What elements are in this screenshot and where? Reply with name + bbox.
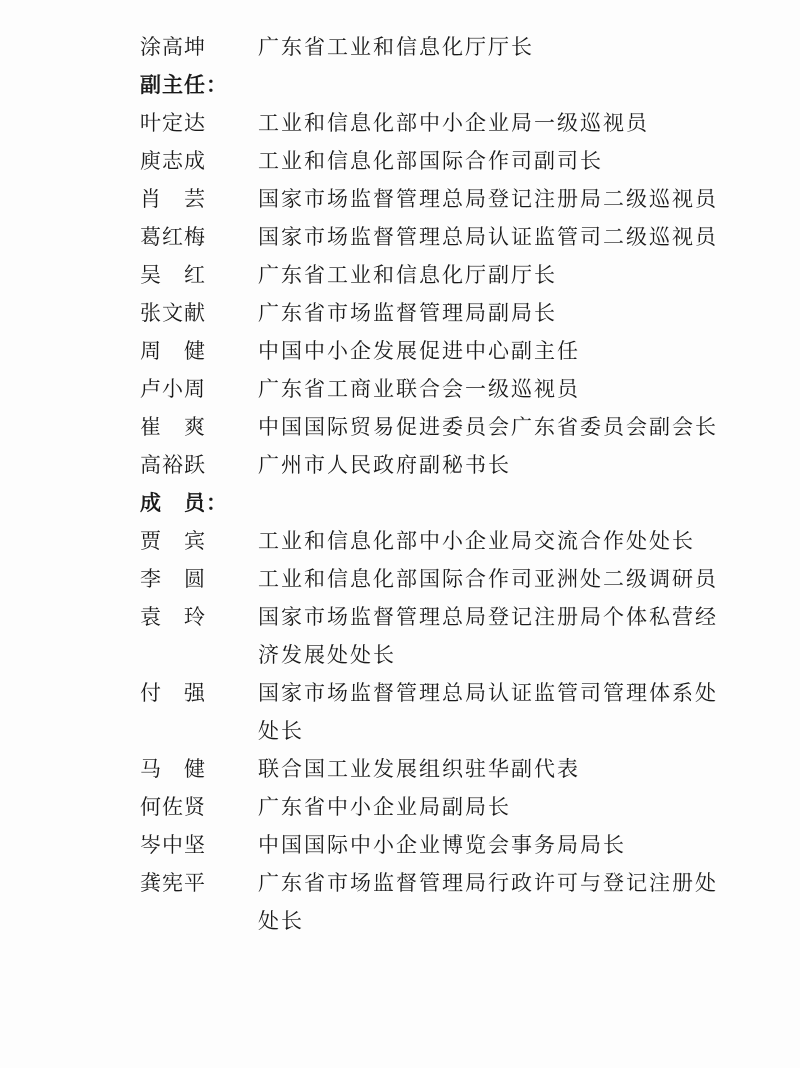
member-name: 李 圆 (140, 567, 206, 591)
member-name: 肖 芸 (140, 187, 206, 211)
list-item (0, 294, 800, 332)
list-item (0, 332, 800, 370)
list-item (0, 370, 800, 408)
member-name: 庾志成 (140, 149, 206, 173)
list-item (0, 446, 800, 484)
member-name: 袁 玲 (140, 605, 206, 629)
member-name: 卢小周 (140, 377, 206, 401)
member-name: 龚宪平 (140, 871, 206, 895)
list-item (0, 180, 800, 218)
list-item (0, 218, 800, 256)
list-item (0, 28, 800, 66)
member-name: 高裕跃 (140, 453, 206, 477)
member-list (0, 28, 800, 940)
member-title: 工业和信息化部中小企业局交流合作处处长 (258, 529, 695, 553)
member-title: 工业和信息化部中小企业局一级巡视员 (258, 111, 649, 135)
member-title: 中国中小企发展促进中心副主任 (258, 339, 580, 363)
member-name: 岑中坚 (140, 833, 206, 857)
member-title: 广东省市场监督管理局副局长 (258, 301, 557, 325)
member-title: 国家市场监督管理总局登记注册局二级巡视员 (258, 187, 718, 211)
list-item (0, 560, 800, 598)
list-item (0, 674, 800, 750)
member-title: 广东省工业和信息化厅副厅长 (258, 263, 557, 287)
list-item (0, 826, 800, 864)
list-item (0, 750, 800, 788)
member-title: 国家市场监督管理总局认证监管司管理体系处处长 (258, 681, 718, 743)
member-title: 国家市场监督管理总局登记注册局个体私营经济发展处处长 (258, 605, 718, 667)
member-title: 广东省工业和信息化厅厅长 (258, 35, 534, 59)
member-title: 广州市人民政府副秘书长 (258, 453, 511, 477)
list-item (0, 142, 800, 180)
member-name: 吴 红 (140, 263, 206, 287)
member-title: 广东省工商业联合会一级巡视员 (258, 377, 580, 401)
list-item (0, 522, 800, 560)
member-title: 工业和信息化部国际合作司副司长 (258, 149, 603, 173)
member-name: 崔 爽 (140, 415, 206, 439)
member-name: 贾 宾 (140, 529, 206, 553)
member-name: 何佐贤 (140, 795, 206, 819)
member-title: 联合国工业发展组织驻华副代表 (258, 757, 580, 781)
member-name: 涂高坤 (140, 35, 206, 59)
list-item (0, 408, 800, 446)
member-title: 广东省市场监督管理局行政许可与登记注册处处长 (258, 871, 718, 933)
list-item (0, 104, 800, 142)
member-title: 工业和信息化部国际合作司亚洲处二级调研员 (258, 567, 718, 591)
member-name: 张文献 (140, 301, 206, 325)
member-title: 广东省中小企业局副局长 (258, 795, 511, 819)
member-title: 国家市场监督管理总局认证监管司二级巡视员 (258, 225, 718, 249)
deputy-heading: 副主任： (140, 72, 228, 97)
list-item (0, 256, 800, 294)
list-item (0, 864, 800, 940)
member-name: 周 健 (140, 339, 206, 363)
member-title: 中国国际中小企业博览会事务局局长 (258, 833, 626, 857)
list-item (0, 788, 800, 826)
member-title: 中国国际贸易促进委员会广东省委员会副会长 (258, 415, 718, 439)
member-name: 付 强 (140, 681, 206, 705)
member-name: 叶定达 (140, 111, 206, 135)
members-heading: 成 员： (140, 490, 228, 515)
member-name: 葛红梅 (140, 225, 206, 249)
list-item (0, 598, 800, 674)
member-name: 马 健 (140, 757, 206, 781)
